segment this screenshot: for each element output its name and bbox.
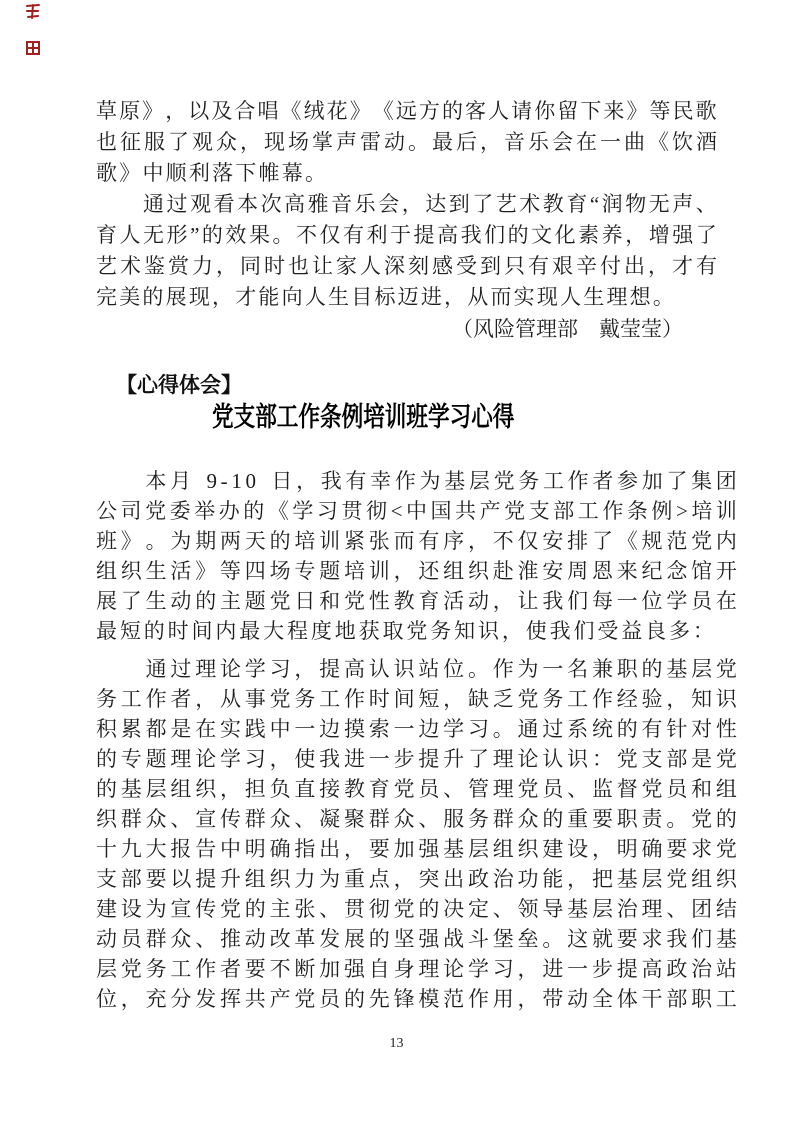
text-line: 最 短 的 时 间 内 最 大 程 度 地 获 取 党 务 知 识 ， 使 我 们 受 益 良 多 ： <box>96 619 714 643</box>
red-seal-mark-bottom-icon <box>24 39 42 57</box>
text-line: 十 九 大 报 告 中 明 确 指 出 ， 要 加 强 基 层 组 织 建 设 ， 明 确 要 求 党 <box>96 837 737 861</box>
text-line: 也 征 服 了 观 众 ， 现 场 掌 声 雷 动 。 最 后 ， 音 乐 会 在 一 曲 《 饮 酒 <box>96 130 717 154</box>
article-title: 党 支 部 工 作 条 例 培 训 班 学 习 心 得 <box>212 402 515 432</box>
text-line: 歌 》 中 顺 利 落 下 帷 幕 。 <box>96 161 326 185</box>
text-line: 建 设 为 宣 传 党 的 主 张 、 贯 彻 党 的 决 定 、 领 导 基 层 治 理 、 团 结 <box>96 897 737 921</box>
text-line: 的 专 题 理 论 学 习 ， 使 我 进 一 步 提 升 了 理 论 认 识 ： 党 支 部 是 党 <box>96 747 737 771</box>
text-line: 的 基 层 组 织 ， 担 负 直 接 教 育 党 员 、 管 理 党 员 、 监 督 党 员 和 组 <box>96 777 737 801</box>
section-heading: 【心得体会】 <box>116 373 242 397</box>
text-line: 通 过 观 看 本 次 高 雅 音 乐 会 ， 达 到 了 艺 术 教 育 “ 润 物 无 声 、 <box>143 192 717 216</box>
text-line: 草 原 》 ， 以 及 合 唱 《 绒 花 》 《 远 方 的 客 人 请 你 留 下 来 》 等 民 歌 <box>96 99 717 123</box>
text-line: 位 ， 充 分 发 挥 共 产 党 员 的 先 锋 模 范 作 用 ， 带 动 全 体 干 部 职 工 <box>96 987 737 1011</box>
text-line: 育 人 无 形 ” 的 效 果 。 不 仅 有 利 于 提 高 我 们 的 文 化 素 养 ， 增 强 了 <box>96 223 717 247</box>
text-line: 公 司 党 委 举 办 的 《 学 习 贯 彻 < 中 国 共 产 党 支 部 工 作 条 例 > 培 训 <box>96 499 737 523</box>
text-line: 艺 术 鉴 赏 力 ， 同 时 也 让 家 人 深 刻 感 受 到 只 有 艰 辛 付 出 ， 才 有 <box>96 254 717 278</box>
text-line: 组 织 生 活 》 等 四 场 专 题 培 训 ， 还 组 织 赴 淮 安 周 恩 来 纪 念 馆 开 <box>96 559 737 583</box>
text-line: 完 美 的 展 现 ， 才 能 向 人 生 目 标 迈 进 ， 从 而 实 现 人 生 理 想 。 <box>96 285 674 309</box>
text-line: 积 累 都 是 在 实 践 中 一 边 摸 索 一 边 学 习 。 通 过 系 统 的 有 针 对 性 <box>96 717 737 741</box>
red-seal-mark-top-icon <box>24 3 42 20</box>
text-line: 支 部 要 以 提 升 组 织 力 为 重 点 ， 突 出 政 治 功 能 ， 把 基 层 党 组 织 <box>96 867 737 891</box>
text-line: 展 了 生 动 的 主 题 党 日 和 党 性 教 育 活 动 ， 让 我 们 每 一 位 学 员 在 <box>96 589 737 613</box>
text-line: 层 党 务 工 作 者 要 不 断 加 强 自 身 理 论 学 习 ， 进 一 步 提 高 政 治 站 <box>96 957 737 981</box>
text-line: 织 群 众 、 宣 传 群 众 、 凝 聚 群 众 、 服 务 群 众 的 重 要 职 责 。 党 的 <box>96 807 737 831</box>
attribution-line: （ 风 险 管 理 部 戴 莹 莹 ） <box>452 317 683 341</box>
page-number: 13 <box>389 1036 404 1051</box>
text-line: 务 工 作 者 ， 从 事 党 务 工 作 时 间 短 ， 缺 乏 党 务 工 作 经 验 ， 知 识 <box>96 687 737 711</box>
text-line: 通 过 理 论 学 习 ， 提 高 认 识 站 位 。 作 为 一 名 兼 职 的 基 层 党 <box>145 657 737 681</box>
text-line: 本 月 9 - 1 0 日 ， 我 有 幸 作 为 基 层 党 务 工 作 者 参 加 了 集 团 <box>145 469 737 493</box>
text-line: 班 》 。 为 期 两 天 的 培 训 紧 张 而 有 序 ， 不 仅 安 排 了 《 规 范 党 内 <box>96 529 737 553</box>
text-line: 动 员 群 众 、 推 动 改 革 发 展 的 坚 强 战 斗 堡 垒 。 这 就 要 求 我 们 基 <box>96 927 737 951</box>
